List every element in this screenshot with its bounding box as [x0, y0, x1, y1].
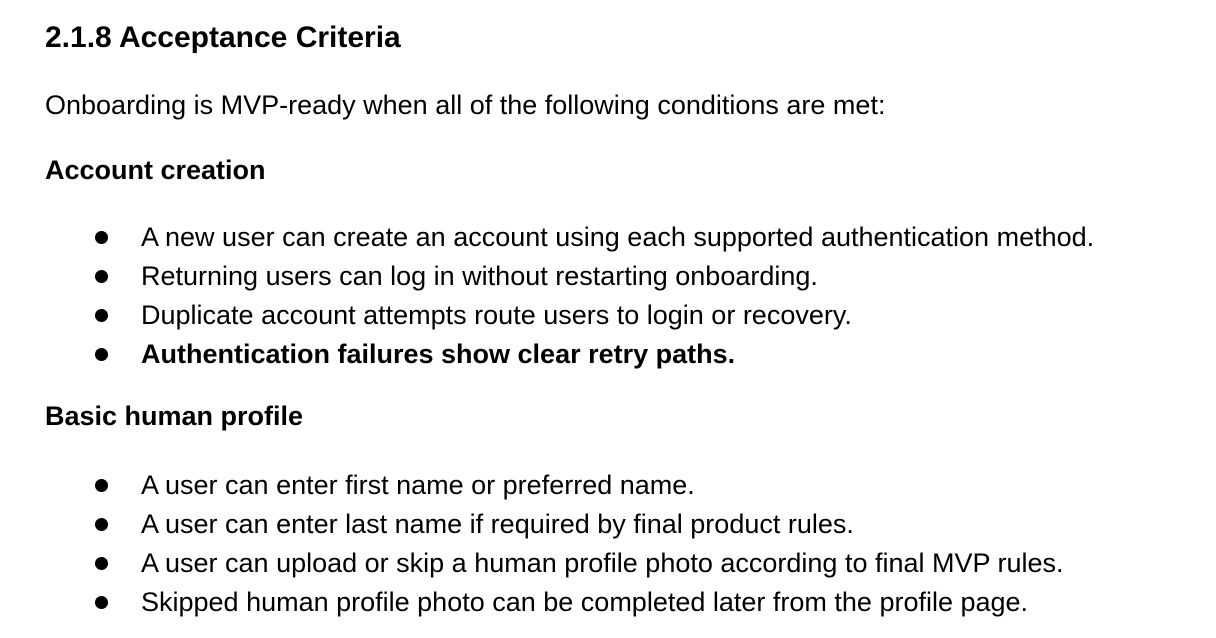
- list-item-text: A user can enter first name or preferred name.: [141, 470, 695, 500]
- bullet-icon: [95, 583, 109, 622]
- list-item: [0, 583, 1216, 622]
- list-item: [0, 466, 1216, 505]
- list-item-text: Returning users can log in without restarting onboarding.: [141, 261, 818, 291]
- list-item: [0, 335, 1216, 374]
- list-item-text: A user can enter last name if required by final product rules.: [141, 509, 854, 539]
- bullet-icon: [95, 466, 109, 505]
- list-item: [0, 505, 1216, 544]
- list-item: [0, 218, 1216, 257]
- subheading-basic-human-profile: Basic human profile: [45, 401, 304, 431]
- list-item-text: Authentication failures show clear retry paths.: [141, 339, 736, 369]
- bullet-icon: [95, 257, 109, 296]
- list-item-text: Skipped human profile photo can be completed later from the profile page.: [141, 587, 1029, 617]
- list-item-text: A new user can create an account using each supported authentication method.: [141, 222, 1095, 252]
- bullet-icon: [95, 335, 109, 374]
- section-heading: 2.1.8 Acceptance Criteria: [45, 21, 401, 54]
- bullet-icon: [95, 218, 109, 257]
- basic-human-profile-list: [0, 466, 1216, 622]
- list-item-text: A user can upload or skip a human profile photo according to final MVP rules.: [141, 548, 1064, 578]
- intro-paragraph: Onboarding is MVP-ready when all of the following conditions are met:: [45, 90, 886, 120]
- bullet-icon: [95, 544, 109, 583]
- list-item: [0, 257, 1216, 296]
- list-item-text: Duplicate account attempts route users to login or recovery.: [141, 300, 852, 330]
- bullet-icon: [95, 296, 109, 335]
- list-item: [0, 544, 1216, 583]
- subheading-account-creation: Account creation: [45, 155, 266, 185]
- bullet-icon: [95, 505, 109, 544]
- list-item: [0, 296, 1216, 335]
- account-creation-list: [0, 218, 1216, 374]
